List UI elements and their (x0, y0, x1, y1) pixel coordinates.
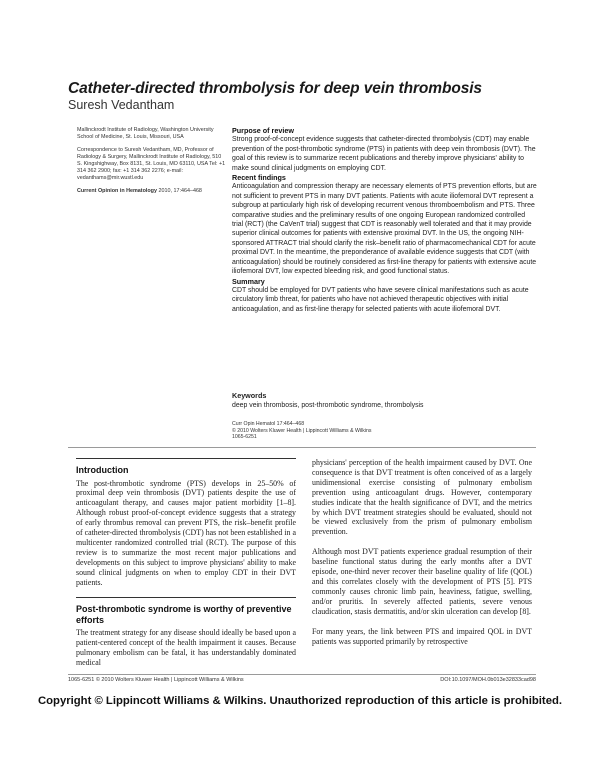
citation-block (232, 421, 432, 441)
body-paragraph: physicians' perception of the health impairment caused by DVT. One consequence is that DVT treatment is often conceived of as a largely unidimensional exercise consisting of pulmonary embolism prevention using anticoagulant drugs. However, contemporary studies indicate that the health significance of DVT, and the metrics by which DVT treatment strategies should be evaluated, should not be viewed exclusively from the prism of pulmonary embolism prevention. (312, 458, 532, 537)
journal-reference (77, 188, 227, 195)
article-author: Suresh Vedantham (68, 98, 175, 112)
citation-line: © 2010 Wolters Kluwer Health | Lippincott Williams & Wilkins (232, 427, 372, 434)
body-column-left (76, 458, 296, 668)
journal-name: Current Opinion in Hematology (77, 188, 157, 194)
article-title: Catheter-directed thrombolysis for deep vein thrombosis (68, 80, 482, 97)
footer-doi: DOI:10.1097/MOH.0b013e32833cad98 (440, 677, 536, 683)
findings-heading: Recent findings (232, 173, 286, 183)
citation-line: Curr Opin Hematol 17:464–468 (232, 421, 305, 427)
institution-text: Mallinckrodt Institute of Radiology, Washington University School of Medicine, St. Louis, Missouri, USA (77, 127, 214, 140)
abstract-block (232, 126, 537, 314)
journal-volume: 2010, 17:464–468 (156, 188, 202, 194)
section-rule (76, 458, 296, 459)
section-rule (76, 597, 296, 598)
body-column-right (312, 458, 532, 646)
body-paragraph: For many years, the link between PTS and impaired QOL in DVT patients was supported primarily by retrospective (312, 626, 532, 646)
affiliation-block (77, 127, 227, 201)
purpose-text: Strong proof-of-concept evidence suggests that catheter-directed thrombolysis (CDT) may enable prevention of the post-thrombotic syndrome (PTS) in patients with deep vein thrombosis (DVT). The goal of this review is to summarize recent publications and thereby improve physicians' ability to make sound clinical judgments on employing CDT. (232, 136, 536, 172)
introduction-text: The post-thrombotic syndrome (PTS) develops in 25–50% of proximal deep vein thrombosis (DVT) patients despite the use of anticoagulant therapy, and causes major patient morbidity [1–8]. Although robust proof-of-concept evidence suggests that a strategy of early thrombus removal can prevent PTS, the risk–benefit profile of catheter-directed thrombolysis (CDT) has not been established in a multicenter randomized controlled trial (RCT). The purpose of this review is to summarize the most recent major publications and developments on this subject to improve physicians' ability to make sound clinical judgments on when to employ CDT in their DVT patients. (76, 478, 296, 587)
body-paragraph: Although most DVT patients experience gradual resumption of their baseline functional status during the early months after a DVT episode, one-third never recover their baseline quality of life (QOL) and this correlates closely with the development of PTS [5]. PTS commonly causes chronic limb pain, heaviness, fatigue, swelling, and/or pruritis. In severely affected patients, severe venous claudication, stasis dermatitis, and/or skin ulceration can develop [8]. (312, 547, 532, 616)
findings-text: Anticoagulation and compression therapy are necessary elements of PTS prevention efforts, but are not sufficient to prevent PTS in many DVT patients. Patients with acute iliofemoral DVT represent a subgroup at particularly high risk of developing recurrent venous thromboembolism and PTS. Three comparative studies and the preliminary results of one ongoing European randomized controlled trial (RCT) (the CaVenT trial) suggest that CDT is reasonably well tolerated and that it may provide superior clinical outcomes for patients with extensive proximal DVT. In the US, the ongoing NIH-sponsored ATTRACT trial should clarify the risk–benefit ratio of pharmacomechanical CDT for acute proximal DVT. In the meantime, the preponderance of available evidence suggests that CDT (with anticoagulation) should be routinely considered as first-line therapy for patients with extensive acute iliofemoral DVT, low expected bleeding risk, and good functional status. (232, 183, 537, 276)
keywords-block (232, 391, 537, 411)
pts-text: The treatment strategy for any disease should ideally be based upon a patient-centered concept of the health impairment it causes. Because pulmonary embolism can be fatal, it has understandably dominated medical (76, 628, 296, 668)
purpose-heading: Purpose of review (232, 126, 294, 135)
citation-line: 1065-6251 (232, 434, 257, 441)
copyright-notice: Copyright © Lippincott Williams & Wilkins. Unauthorized reproduction of this article is prohibited. (37, 695, 563, 707)
summary-heading: Summary (232, 276, 265, 286)
footer-divider (68, 674, 536, 675)
introduction-heading: Introduction (76, 465, 129, 475)
keywords-text: deep vein thrombosis, post-thrombotic syndrome, thrombolysis (232, 402, 424, 409)
correspondence-text: Correspondence to Suresh Vedantham, MD, Professor of Radiology & Surgery, Mallinckrodt Institute of Radiology, 510 S. Kingshighway, Box 8131, St. Louis, MO 63110, USA Tel: +1 314 362 2900; fax: +1 314 362 2276; e-mail: vedanthams@mir.wustl.edu (77, 147, 226, 181)
footer-issn: 1065-6251 © 2010 Wolters Kluwer Health | Lippincott Williams & Wilkins (68, 677, 244, 683)
pts-heading: Post-thrombotic syndrome is worthy of preventive efforts (76, 604, 292, 625)
divider (68, 447, 536, 448)
keywords-heading: Keywords (232, 391, 267, 400)
summary-text: CDT should be employed for DVT patients who have severe clinical manifestations such as acute circulatory limb threat, for patients who have not achieved therapeutic objectives with initial anticoagulation, and as first-line therapy for selected patients with acute iliofemoral DVT. (232, 286, 529, 313)
